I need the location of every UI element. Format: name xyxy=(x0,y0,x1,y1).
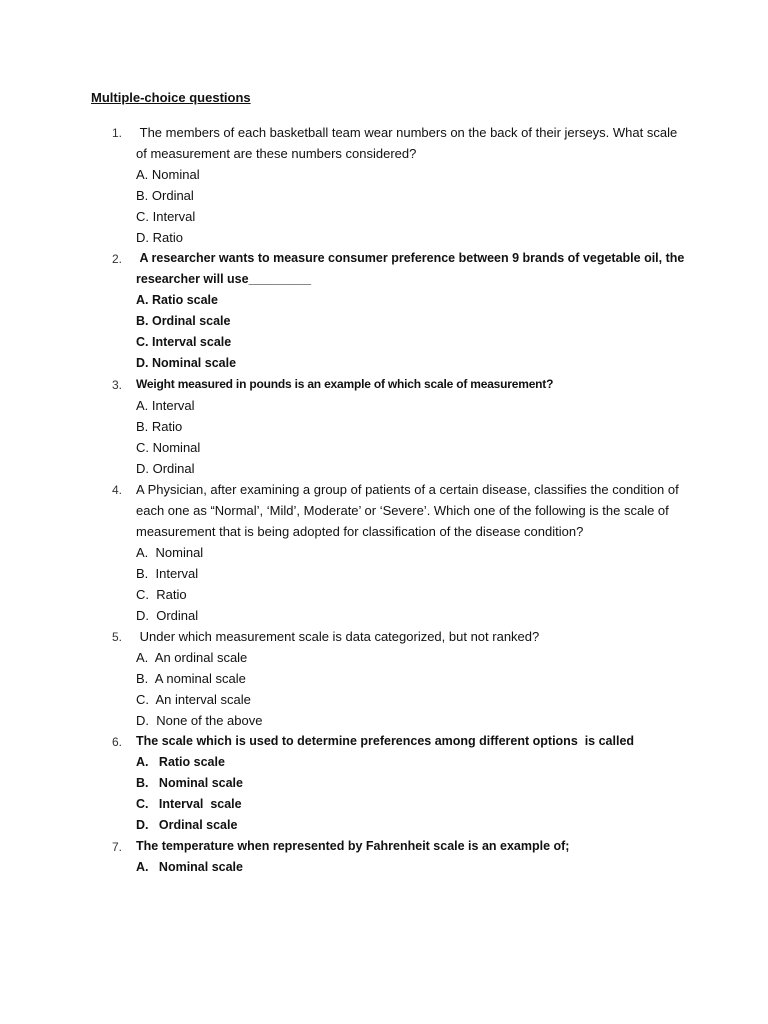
question-text: The temperature when represented by Fahrenheit scale is an example of; xyxy=(136,839,570,853)
option-list xyxy=(136,752,691,836)
question-text: Weight measured in pounds is an example of which scale of measurement? xyxy=(136,377,554,391)
option-b: B. A nominal scale xyxy=(136,671,246,686)
option-b: B. Ordinal xyxy=(136,188,194,203)
question-number: 3. xyxy=(112,378,123,392)
question-number: 1. xyxy=(112,126,123,140)
question-text: A Physician, after examining a group of patients of a certain disease, classifies the condition of each one as “Normal’, ‘Mild’, Moderate’ or ‘Severe’. Which one of the following is the scale of measurement that is being adopted for classification of the disease condition? xyxy=(136,482,679,539)
option-c: C. Interval scale xyxy=(136,335,232,349)
question-6 xyxy=(91,731,691,836)
option-list xyxy=(136,647,691,731)
question-2 xyxy=(91,248,691,374)
option-a: A. Ratio scale xyxy=(136,755,225,769)
option-b: B. Nominal scale xyxy=(136,776,243,790)
question-text: The members of each basketball team wear numbers on the back of their jerseys. What scale of measurement are these numbers considered? xyxy=(136,125,681,161)
option-c: C. Nominal xyxy=(136,440,201,455)
option-d: D. Ordinal xyxy=(136,461,195,476)
question-text: A researcher wants to measure consumer preference between 9 brands of vegetable oil, the researcher will use_________ xyxy=(136,251,688,286)
question-text: The scale which is used to determine preferences among different options is called xyxy=(136,734,635,748)
question-5 xyxy=(91,626,691,731)
option-d: D. Ordinal xyxy=(136,608,199,623)
question-4 xyxy=(91,479,691,626)
question-number: 2. xyxy=(112,252,123,266)
question-number: 5. xyxy=(112,630,123,644)
option-list xyxy=(136,395,691,479)
option-list xyxy=(136,542,691,626)
option-b: B. Ordinal scale xyxy=(136,314,231,328)
question-3 xyxy=(91,374,691,479)
option-a: A. Nominal scale xyxy=(136,860,243,874)
option-list xyxy=(136,857,691,878)
option-a: A. An ordinal scale xyxy=(136,650,248,665)
option-list xyxy=(136,164,691,248)
option-d: D. Nominal scale xyxy=(136,356,237,370)
option-b: B. Interval xyxy=(136,566,199,581)
question-7 xyxy=(91,836,691,878)
question-number: 4. xyxy=(112,483,123,497)
option-list xyxy=(136,290,691,374)
option-d: D. Ordinal scale xyxy=(136,818,238,832)
option-d: D. None of the above xyxy=(136,713,263,728)
question-number: 7. xyxy=(112,840,123,854)
page-title: Multiple-choice questions xyxy=(91,90,251,105)
option-a: A. Nominal xyxy=(136,167,200,182)
option-a: A. Ratio scale xyxy=(136,293,218,307)
option-d: D. Ratio xyxy=(136,230,183,245)
question-1 xyxy=(91,122,691,248)
option-a: A. Nominal xyxy=(136,545,204,560)
question-number: 6. xyxy=(112,735,123,749)
option-c: C. Ratio xyxy=(136,587,187,602)
option-c: C. Interval scale xyxy=(136,797,242,811)
option-c: C. An interval scale xyxy=(136,692,251,707)
question-list xyxy=(91,122,691,878)
option-b: B. Ratio xyxy=(136,419,183,434)
option-c: C. Interval xyxy=(136,209,196,224)
option-a: A. Interval xyxy=(136,398,195,413)
question-text: Under which measurement scale is data categorized, but not ranked? xyxy=(136,629,540,644)
